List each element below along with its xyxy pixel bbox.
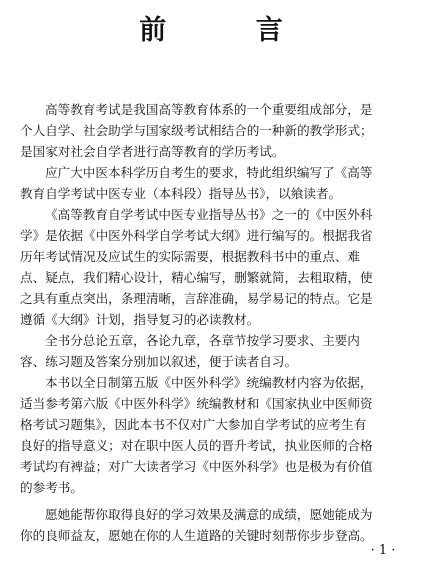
- page-title: 前 言: [139, 15, 323, 46]
- text-line: 历年考试情况及应试生的实际需要，根据教科书中的重点、难: [20, 249, 361, 264]
- text-line: 适当参考第六版《中医外科学》统编教材和《国家执业中医师资: [20, 396, 373, 411]
- text-line: 本书以全日制第五版《中医外科学》统编教材内容为依据，: [45, 375, 373, 390]
- text-line: 考试均有裨益；对广大读者学习《中医外科学》也是极为有价值: [20, 459, 373, 474]
- text-line: 愿她能帮你取得良好的学习效果及满意的成绩，愿她能成为: [45, 507, 373, 522]
- page-number: · 1 ·: [370, 543, 396, 558]
- text-line: 良好的指导意义；对在职中医人员的晋升考试，执业医师的合格: [20, 438, 373, 453]
- text-line: 遵循《大纲》计划，指导复习的必读教材。: [20, 312, 260, 327]
- text-line: 学》是依据《中医外科学自学考试大纲》进行编写的。根据我省: [20, 228, 373, 243]
- text-line: 你的良师益友，愿她在你的人生道路的关键时刻帮你步步登高。: [20, 528, 373, 543]
- text-line: 教育自学考试中医专业（本科段）指导丛书》，以飨读者。: [20, 186, 342, 201]
- text-line: 是国家对社会自学者进行高等教育的学历考试。: [20, 144, 285, 159]
- text-line: 高等教育考试是我国高等教育体系的一个重要组成部分，是: [45, 102, 373, 117]
- text-line: 全书分总论五章，各论九章，各章节按学习要求、主要内: [45, 333, 360, 348]
- text-line: 之具有重点突出，条理清晰，言辞准确，易学易记的特点。它是: [20, 291, 373, 306]
- text-line: 容、练习题及答案分别加以叙述，便于读者自习。: [20, 354, 298, 369]
- text-line: 《高等教育自学考试中医专业指导丛书》之一的《中医外科: [45, 207, 373, 222]
- text-line: 点、疑点，我们精心设计，精心编写，删繁就简，去粗取精，使: [20, 270, 373, 285]
- text-line: 的参考书。: [20, 480, 83, 495]
- text-line: 格考试习题集》，因此本书不仅对广大参加自学考试的应考生有: [20, 417, 367, 432]
- text-line: 应广大中医本科学历自考生的要求，特此组织编写了《高等: [45, 165, 373, 180]
- text-line: 个人自学、社会助学与国家级考试相结合的一种新的教学形式；: [20, 123, 373, 138]
